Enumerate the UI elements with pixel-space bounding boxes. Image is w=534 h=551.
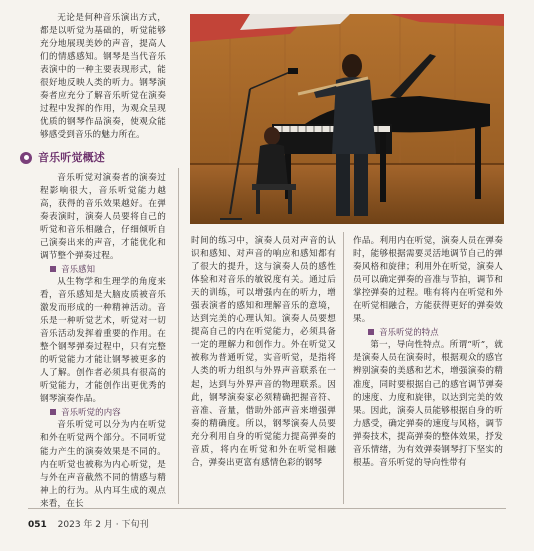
body-paragraph: 作品。利用内在听觉，演奏人员在弹奏时，能够根据需要灵活地调节自己的弹奏风格和旋律；利用外在听觉，演奏人员可以确定弹奏的音准与节拍，调节和掌控弹奏的过程。唯有将内在听觉和外在听觉相融合，方能获得更好的弹奏效果。 xyxy=(353,236,503,325)
column-divider xyxy=(343,232,344,504)
square-bullet-icon xyxy=(368,329,374,335)
page-number: 051 xyxy=(28,520,47,530)
body-paragraph: 时间的练习中，演奏人员对声音的认识和感知、对声音的响应和感知都有了很大的提升，这与演奏人员的感性体验和对音乐的敏锐度有关。通过后天的训练，可以增强内在的听力，增强表演者的感知和理解音乐的意境，达到完美的心理认知。演奏人员要想提高自己的内在听觉能力，必须具备一定的理解力和创作力。外在听觉又被称为普通听觉，实音听觉，是指将人类的听力组织与外界声音联系在一起，达到与外界声音的物理联系。因此，钢琴演奏家必须精确把握音符、音准、音量，借助外部声音来增强弹奏的精确度。所以，钢琴演奏人员要充分利用自身的听觉能力提高弹奏的音质，将内在听觉和外在听觉相融合，弹奏出更富有感情色彩的钢琴 xyxy=(191,236,336,468)
left-column xyxy=(40,12,166,511)
body-paragraph: 第一，导向性特点。所谓“听”，就是演奏人员在演奏时，根据观众的感官辨别演奏的美感和艺术，增强演奏的精准度，同时要根据自己的感官调节弹奏的速度、力度和旋律，以达到完美的效果。因此，演奏人员能够根据自身的听力感受，确定弹奏的速度与风格，调节弹奏技术，提高弹奏的整体效果，抒发音乐情绪，为有效弹奏钢琴打下坚实的根基。音乐听觉的导向性带有 xyxy=(353,340,503,468)
footer-rule xyxy=(28,508,506,509)
subheading: 音乐听觉的特点 xyxy=(353,326,503,339)
page-footer xyxy=(28,517,148,530)
square-bullet-icon xyxy=(50,266,56,272)
right-column xyxy=(353,235,503,470)
column-divider xyxy=(178,168,179,504)
section-title: 音乐听觉概述 xyxy=(38,151,105,165)
section-heading xyxy=(20,151,166,164)
performance-photo xyxy=(190,14,504,224)
body-paragraph: 音乐听觉对演奏者的演奏过程影响很大，音乐听觉能力越高，获得的音乐效果越好。在弹奏表演时，演奏人员要将自己的听觉和音乐相融合，仔细倾听自己演奏出来的声音，才能优化和调节整个弹奏过程。 xyxy=(40,172,166,261)
body-paragraph: 音乐听觉可以分为内在听觉和外在听觉两个部分。不同听觉能力产生的演奏效果是不同的。内在听觉也被称为内心听觉，是与外在声音截然不同的情感与精神上的行为。从内耳生成的观点来看，在长 xyxy=(40,420,166,509)
square-bullet-icon xyxy=(50,409,56,415)
subheading: 音乐听觉的内容 xyxy=(40,406,166,419)
middle-column xyxy=(191,235,336,470)
subheading: 音乐感知 xyxy=(40,263,166,276)
body-paragraph: 从生物学和生理学的角度来看，音乐感知是大脑皮质被音乐激发而形成的一种精神活动。音乐是一种听觉艺术，听觉对一切音乐活动发挥着重要的作用。在整个钢琴弹奏过程中，只有完整的听觉能力才能让钢琴被更多的人了解。创作者必须具有很高的听觉能力，才能创作出更优秀的钢琴演奏作品。 xyxy=(40,276,166,405)
intro-paragraph: 无论是何种音乐演出方式，都是以听觉为基础的，听觉能够充分地展现美妙的声音，提高人们的情感感知。钢琴是当代音乐表演中的一种主要表现形式，能很好地反映人类的听力。钢琴演奏者应充分了解音乐听觉在演奏过程中发挥的作用，为观众呈现优质的钢琴作品演奏，使观众能够感受到音乐的魅力所在。 xyxy=(40,13,166,141)
issue-date: 2023 年 2 月 · 下旬刊 xyxy=(57,520,149,530)
section-bullet-icon xyxy=(20,152,32,164)
